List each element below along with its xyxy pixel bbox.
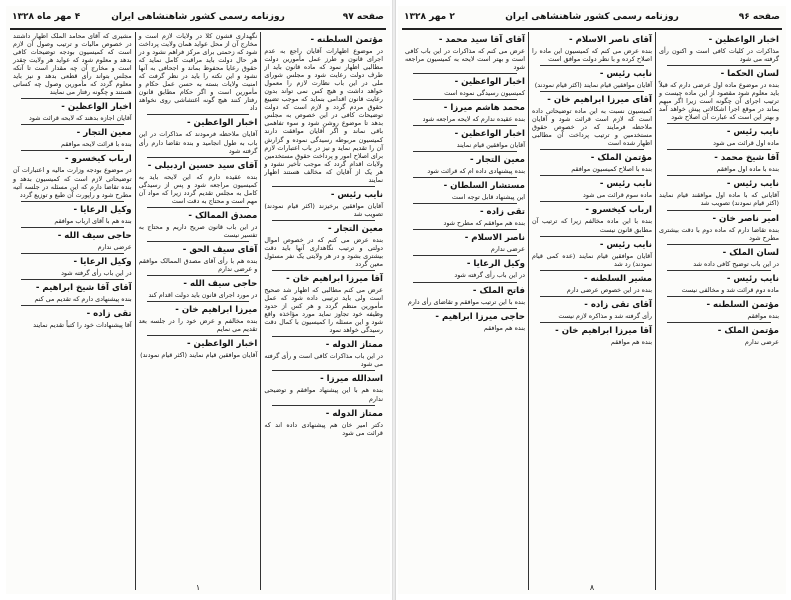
section-divider — [413, 229, 517, 230]
speech-paragraph: آقا پیشنهادات خود را کتباً تقدیم نمایند — [33, 320, 132, 329]
section-divider — [540, 270, 644, 271]
left-paper-title: روزنامه رسمی کشور شاهنشاهی ایران — [111, 12, 285, 22]
speaker-heading: لسان الحکما - — [720, 69, 779, 80]
right-page-date: ۲ مهر ۱۳۲۸ — [404, 12, 455, 22]
speech-paragraph: در این باب قانون صریح داریم و محتاج به تفسیر نیست — [138, 222, 258, 239]
speech-paragraph: آقایان موافقین قیام نمایند (اکثر قیام نمودند) — [534, 81, 652, 90]
speech-paragraph: بنده هم با رأی آقای مصدق الممالک موافقم و عرضی ندارم — [138, 256, 258, 273]
speech-paragraph: بنده عقیده دارم که این لایحه باید به کمیسیون مراجعه شود و پس از رسیدگی کامل به مجلس تقدیم گردد زیرا که مواد آن مهم است و محتاج به دقت است — [138, 172, 258, 205]
speaker-heading: نایب رئیس - — [599, 239, 652, 250]
speech-paragraph: آقایان موافقین قیام نمایند (اکثر قیام نمودند) — [140, 351, 258, 360]
speech-paragraph: در این باب توضیح کافی داده شد — [693, 259, 779, 268]
speech-paragraph: رأی گرفته شد و مذاکره لازم نیست — [558, 311, 652, 320]
right-page — [398, 6, 786, 594]
speech-paragraph: بنده با قرائت لایحه موافقم — [60, 140, 132, 149]
speech-paragraph: در این باب رأی گرفته شود — [454, 271, 525, 280]
left-column-2 — [136, 32, 262, 590]
speaker-heading: نایب رئیس - — [726, 273, 779, 284]
speaker-heading: ناصر الاسلام - — [464, 233, 525, 244]
section-divider — [21, 253, 124, 254]
section-divider — [540, 236, 644, 237]
speech-paragraph: مشیری که آقای محامد الملک اظهار داشتند در خصوص مالیات و ترتیب وصول آن لازم است که کمیسیون بودجه توضیحات کافی بدهد و معلوم شود که عواید هر ولایت چقدر است و مخارج آن چه مقدار است تا آنکه مجلس بتواند رأی قطعی بدهد و نیز باید معلوم گردد که مأمورین وصول چه کسانی هستند و چگونه رفتار می نمایند — [12, 32, 132, 97]
speech-paragraph: این پیشنهاد قابل توجه است — [451, 193, 525, 202]
speaker-heading: اخبار الواعظین - — [454, 129, 525, 140]
speech-paragraph: دکتر امیر خان هم پیشنهادی داده اند که قرائت می شود — [264, 420, 383, 437]
speech-paragraph: بنده عرض می کنم که کمیسیون این ماده را اصلاح کرده و با نظر دولت موافق است — [532, 47, 652, 64]
right-column-3 — [402, 32, 529, 590]
speaker-heading: مؤتمن السلطنه - — [706, 299, 779, 310]
speaker-heading: مؤتمن الملک - — [717, 325, 779, 336]
speaker-heading: نایب رئیس - — [330, 189, 383, 200]
speech-paragraph: بنده هم با این پیشنهاد موافقم و توضیحی ندارم — [264, 386, 383, 403]
speech-paragraph: عرض می کنم مطالبی که اظهار شد صحیح است ولی باید ترتیبی داده شود که عمل مأمورین منظم گردد و هر کس از حدود وظیفه خود تجاوز نماید مورد مؤاخذه واقع شود و این مسئله را کمیسیون با کمال دقت رسیدگی خواهد نمود — [264, 286, 383, 335]
speaker-heading: وکیل الرعایا - — [466, 259, 525, 270]
left-column-3 — [10, 32, 136, 590]
speaker-heading: فاتح الملک - — [472, 285, 525, 296]
speaker-heading: آقای آقا شیخ ابراهیم - — [35, 282, 132, 293]
section-divider — [21, 227, 124, 228]
speaker-heading: مشیر السلطنه - — [584, 273, 652, 284]
speech-paragraph: عرضی ندارم — [97, 242, 132, 251]
speech-paragraph: بنده هم موافقم — [483, 323, 525, 332]
speaker-heading: ارباب کیخسرو - — [585, 205, 652, 216]
speaker-heading: آقا میرزا ابراهیم خان - — [555, 325, 652, 336]
section-divider — [413, 203, 517, 204]
section-divider — [147, 275, 250, 276]
speaker-heading: معین التجار - — [327, 223, 383, 234]
speech-paragraph: بنده عرض می کنم که در خصوص اموال دولتی و ترتیب نگاهداری آنها باید دقت بیشتری بشود و در هر ولایتی یک نفر مسئول معین گردد — [264, 235, 383, 269]
speaker-heading: ممتاز الدوله - — [325, 340, 383, 351]
section-divider — [413, 125, 517, 126]
right-page-header — [402, 8, 782, 30]
speaker-heading: آقای میرزا ابراهیم خان - — [547, 95, 652, 106]
page-fold — [392, 0, 396, 600]
speech-paragraph: بنده در این خصوص عرضی دارم — [566, 285, 652, 294]
speaker-heading: معین التجار - — [76, 128, 132, 139]
speech-paragraph: در این باب رأی گرفته شود — [61, 268, 132, 277]
section-divider — [147, 241, 250, 242]
speech-paragraph: بنده هم موافقم — [610, 337, 652, 346]
speaker-heading: اخبار الواعظین - — [61, 102, 132, 113]
speech-paragraph: ماده اول قرائت می شود — [713, 139, 779, 148]
section-divider — [272, 336, 375, 337]
section-divider — [272, 270, 375, 271]
section-divider — [413, 73, 517, 74]
right-paper-title: روزنامه رسمی کشور شاهنشاهی ایران — [505, 12, 679, 22]
left-column-1 — [261, 32, 386, 590]
speaker-heading: آقای آقا سید محمد - — [438, 35, 525, 45]
speech-paragraph: عرضی ندارم — [490, 245, 525, 254]
speaker-heading: مؤتمن الملک - — [590, 153, 652, 164]
left-columns — [10, 32, 386, 590]
section-divider — [272, 220, 375, 221]
section-divider — [667, 210, 771, 211]
speaker-heading: اخبار الواعظین - — [186, 339, 258, 350]
speaker-heading: وکیل الرعایا - — [73, 204, 132, 215]
speaker-heading: نایب رئیس - — [599, 69, 652, 80]
right-column-1 — [656, 32, 782, 590]
speech-paragraph: ماده سوم قرائت می شود — [583, 191, 652, 200]
speech-paragraph: عرضی ندارم — [744, 337, 779, 346]
speaker-heading: نایب رئیس - — [599, 179, 652, 190]
section-divider — [540, 201, 644, 202]
speaker-heading: آقای تقی زاده - — [584, 299, 652, 310]
speech-paragraph: آقایان موافقین برخیزند (اکثر قیام نمودند) تصویب شد — [264, 201, 383, 218]
section-divider — [272, 186, 375, 187]
speaker-heading: آقا شیخ محمد - — [714, 153, 779, 164]
speech-paragraph: بنده با ماده اول موافقم — [716, 165, 779, 174]
speaker-heading: نایب رئیس - — [726, 179, 779, 190]
left-page-footer: ۱ — [195, 583, 201, 592]
speaker-heading: نایب رئیس - — [726, 127, 779, 138]
speaker-heading: امیر ناصر خان - — [712, 213, 779, 224]
speaker-heading: تقی زاده - — [479, 207, 525, 218]
left-page — [6, 6, 390, 594]
speech-paragraph: در مورد اجرای قانون باید دولت اقدام کند — [148, 290, 258, 299]
section-divider — [540, 322, 644, 323]
speech-paragraph: عرض می کنم که مذاکرات در این باب کافی است و بهتر است لایحه به کمیسیون مراجعه شود — [405, 47, 525, 72]
section-divider — [667, 123, 771, 124]
section-divider — [667, 65, 771, 66]
speech-paragraph: بنده پیشنهادی داده ام که قرائت شود — [427, 167, 525, 176]
speaker-heading: ممتاز الدوله - — [325, 408, 383, 419]
left-page-number: صفحه ۹۷ — [342, 12, 384, 22]
right-columns — [402, 32, 782, 590]
speaker-heading: محمد هاشم میرزا - — [443, 103, 525, 114]
left-page-date: ۴ مهر ماه ۱۳۲۸ — [12, 12, 81, 22]
section-divider — [667, 296, 771, 297]
speaker-heading: آقا میرزا ابراهیم خان - — [286, 274, 383, 285]
speech-paragraph: بنده با این ترتیب موافقم و تقاضای رأی دارم — [407, 297, 525, 306]
speaker-heading: مؤتمن السلطنه - — [310, 35, 383, 45]
right-page-footer: ۸ — [589, 583, 595, 592]
section-divider — [272, 370, 375, 371]
section-divider — [540, 91, 644, 92]
section-divider — [21, 150, 124, 151]
speech-paragraph: در موضوع اظهارات آقایان راجع به عدم اجرای قانون و طرز عمل مأمورین دولت مطالبی اظهار نمود که ماده قانون باید از طرف دولت رعایت شود و مجلس شورای ملی در این باب نظارت لازم را معمول خواهد داشت و هیچ کس نمی تواند بدون رعایت قانون اقدامی بنماید که موجب تضییع حقوق مردم گردد و لازم است که دولت توضیحات کافی در این خصوص به مجلس بدهد تا موضوع روشن شود و سوء تفاهمی باقی نماند و اگر آقایان موافقت دارند کمیسیون مربوطه رسیدگی نموده و گزارش آن را تقدیم نماید و نیز در باب اعتبارات لازم برای اصلاح امور و پرداخت حقوق مستخدمین ولایات اقدام گردد که موجب تأخیر نشود و هر یک از آقایان که مخالف هستند اظهار نمایند — [264, 47, 383, 184]
section-divider — [540, 175, 644, 176]
speech-paragraph: ماده دوم قرائت شد و مخالفی نیست — [681, 285, 779, 294]
speaker-heading: حاجی سیف الله - — [57, 230, 132, 241]
speech-paragraph: کمیسیون رسیدگی نموده است — [444, 89, 525, 98]
speech-paragraph: آقایان اجازه بدهند که لایحه قرائت شود — [29, 114, 132, 123]
section-divider — [21, 201, 124, 202]
speech-paragraph: بنده با این ماده مخالفم زیرا که ترتیب آن مطابق قانون نیست — [532, 217, 652, 234]
section-divider — [147, 301, 250, 302]
speaker-heading: مستشار السلطان - — [443, 181, 525, 192]
speech-paragraph: بنده پیشنهادی دارم که تقدیم می کنم — [34, 294, 132, 303]
speaker-heading: آقای ناصر الاسلام - — [569, 35, 652, 45]
speaker-heading: وکیل الرعایا - — [73, 256, 132, 267]
speech-paragraph: آقایان موافقین قیام نمایند — [456, 141, 525, 150]
left-page-header — [10, 8, 386, 30]
speech-paragraph: آقایان ملاحظه فرمودند که مذاکرات در این باب به طول انجامید و بنده تقاضا دارم رأی گرفته شود — [138, 130, 258, 155]
speaker-heading: مصدق الممالک - — [188, 210, 258, 221]
speaker-heading: حاجی میرزا ابراهیم - — [435, 311, 525, 322]
section-divider — [413, 255, 517, 256]
speech-paragraph: بنده هم موافقم که مطرح شود — [443, 219, 525, 228]
speaker-heading: تقی زاده - — [86, 308, 132, 319]
section-divider — [667, 322, 771, 323]
speech-paragraph: مذاکرات در کلیات کافی است و اکنون رأی گرفته می شود — [659, 47, 779, 64]
speech-paragraph: کمیسیون نسبت به این ماده توضیحاتی داده است که لازم است قرائت شود و آقایان ملاحظه فرمایند که در خصوص حقوق مستخدمین و ترتیب پرداخت آن مطالبی اظهار شده است — [532, 107, 652, 148]
section-divider — [147, 157, 250, 158]
section-divider — [540, 65, 644, 66]
section-divider — [413, 177, 517, 178]
speaker-heading: ارباب کیخسرو - — [64, 154, 132, 165]
speech-paragraph: آقایان موافقین قیام نمایند (عده کمی قیام نمودند) رد شد — [532, 251, 652, 268]
section-divider — [540, 296, 644, 297]
section-divider — [147, 207, 250, 208]
speaker-heading: اسدالله میرزا - — [320, 374, 383, 385]
section-divider — [667, 149, 771, 150]
speech-paragraph: نگهداری قشون کلا در ولایات لازم است و مخارج آن از محل عواید همان ولایت پرداخت شود که زحمتی برای مرکز فراهم نشود و در هر حال دولت باید مراقبت کامل نماید که حقوق رعایا محفوظ بماند و اجحافی به آنها نشود و این نکته را باید در نظر گرفت که امنیت ولایات بسته به حسن عمل حکام و مأمورین است و اگر حکام مطابق قانون رفتار کنند هیچ گونه اغتشاشی روی نخواهد داد — [138, 32, 258, 113]
speech-paragraph: بنده با اصلاح کمیسیون موافقم — [571, 165, 652, 174]
section-divider — [540, 149, 644, 150]
section-divider — [667, 175, 771, 176]
speech-paragraph: در موضوع بودجه وزارت مالیه و اعتبارات آن توضیحاتی لازم است که کمیسیون بدهد و بنده تقاضا دارم که این مسئله در جلسه آتیه مطرح شود و راپورت آن طبع و توزیع گردد — [12, 166, 132, 199]
speaker-heading: معین التجار - — [469, 155, 525, 166]
speech-paragraph: بنده عقیده ندارم که لایحه مراجعه شود — [422, 115, 525, 124]
section-divider — [413, 282, 517, 283]
section-divider — [413, 99, 517, 100]
speaker-heading: لسان الملک - — [722, 247, 779, 258]
speaker-heading: اخبار الواعظین - — [454, 77, 525, 88]
speaker-heading: اخبار الواعظین - — [186, 118, 258, 129]
section-divider — [21, 279, 124, 280]
section-divider — [667, 244, 771, 245]
speaker-heading: آقای سیف الحق - — [182, 244, 258, 255]
right-page-number: صفحه ۹۶ — [738, 12, 780, 22]
section-divider — [413, 151, 517, 152]
section-divider — [21, 305, 124, 306]
right-column-2 — [529, 32, 656, 590]
speech-paragraph: بنده در موضوع ماده اول عرضی دارم که قبلاً باید معلوم شود مقصود از این ماده چیست و ترتیب اجرای آن چگونه است زیرا اگر مبهم بماند در موقع اجرا اشکالاتی پیش خواهد آمد و بهتر این است که عبارت آن اصلاح شود — [659, 81, 779, 122]
speaker-heading: اخبار الواعظین - — [708, 35, 779, 45]
speaker-heading: آقای سید حسین اردبیلی - — [147, 160, 258, 171]
speaker-heading: میرزا ابراهیم خان - — [175, 305, 258, 316]
section-divider — [21, 124, 124, 125]
section-divider — [667, 270, 771, 271]
speech-paragraph: آقایانی که با ماده اول موافقند قیام نمایند (اکثر قیام نمودند) تصویب شد — [659, 191, 779, 208]
speaker-heading: حاجی سیف الله - — [183, 278, 258, 289]
section-divider — [413, 308, 517, 309]
section-divider — [272, 405, 375, 406]
section-divider — [21, 98, 124, 99]
speech-paragraph: بنده موافقم — [747, 311, 779, 320]
speech-paragraph: در این باب مذاکرات کافی است و رأی گرفته می شود — [264, 352, 383, 369]
speech-paragraph: بنده مخالفم و عرض خود را در جلسه بعد تقدیم می نمایم — [138, 317, 258, 334]
speech-paragraph: بنده تقاضا دارم که ماده دوم با دقت بیشتری مطرح شود — [659, 225, 779, 242]
speech-paragraph: بنده هم با آقای ارباب موافقم — [54, 216, 132, 225]
section-divider — [147, 335, 250, 336]
section-divider — [147, 114, 250, 115]
